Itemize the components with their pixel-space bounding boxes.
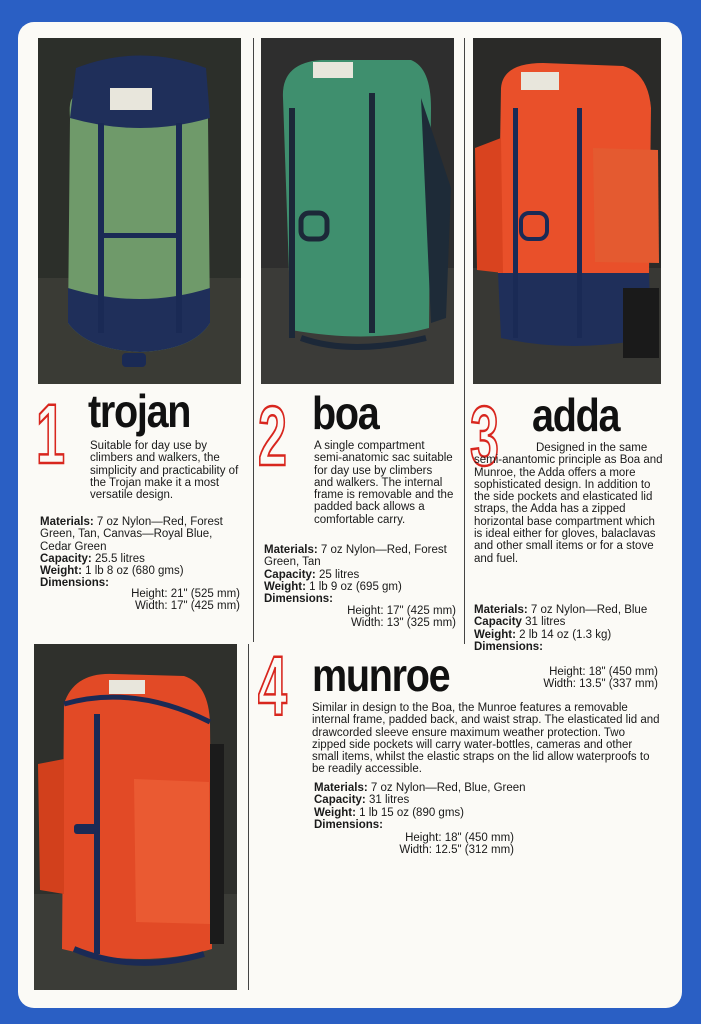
product-name: adda xyxy=(532,389,620,441)
dimensions-label: Dimensions: xyxy=(314,818,384,831)
product-description: Similar in design to the Boa, the Munroe features a removable internal frame, padded back, and waist strap. The elasticated lid and drawcorded sleeve ensure maximum weather protection. Two zipped side pockets will carry water-bottles, cameras and other small items, whilst the elastic straps on the lid allow waterproofs to be readily accessible. xyxy=(312,702,660,776)
product-number: 2 xyxy=(258,389,287,483)
materials-value: 7 oz Nylon—Red, Forest Green, Tan, Canvas—Royal Blue, Cedar Green xyxy=(40,516,223,553)
munroe-backpack-image xyxy=(34,644,237,990)
materials-label: Materials: xyxy=(474,604,528,616)
capacity-value: 25 litres xyxy=(318,568,360,581)
weight-value: 1 lb 9 oz (695 gm) xyxy=(309,580,402,593)
materials-label: Materials: xyxy=(40,516,94,528)
materials-value: 7 oz Nylon—Red, Blue, Green xyxy=(370,782,526,794)
width-value: Width: 12.5" (312 mm) xyxy=(399,844,514,857)
weight-label: Weight: xyxy=(474,628,516,641)
capacity-value: 31 litres xyxy=(368,794,410,807)
description-text: Designed in the same semi-anantomic principle as Boa and Munroe, the Adda offers a more sophisticated design. In addition to the side pockets and elasticated lid straps, the Adda has a zipped horizontal base compartment which is ideal either for gloves, balaclavas and other small items or for a stove and fuel. xyxy=(474,442,663,565)
dimensions-label: Dimensions: xyxy=(264,593,334,606)
height-value: Height: 18" (450 mm) xyxy=(549,666,658,678)
capacity-label: Capacity: xyxy=(40,552,92,565)
weight-label: Weight: xyxy=(264,580,306,593)
weight-value: 1 lb 15 oz (890 gms) xyxy=(359,806,464,819)
height-value: Height: 18" (450 mm) xyxy=(405,832,514,844)
weight-label: Weight: xyxy=(40,565,82,578)
materials-value: 7 oz Nylon—Red, Blue xyxy=(530,604,648,616)
boa-backpack-image xyxy=(261,38,454,384)
catalogue-page xyxy=(18,22,682,1008)
product-number: 4 xyxy=(258,639,287,733)
product-specs xyxy=(40,516,245,590)
capacity-label: Capacity xyxy=(474,616,522,629)
dimensions-label: Dimensions: xyxy=(474,640,544,653)
capacity-value: 25.5 litres xyxy=(94,552,145,565)
adda-backpack-image xyxy=(473,38,661,384)
product-description xyxy=(474,442,664,565)
width-value: Width: 13.5" (337 mm) xyxy=(543,678,658,691)
weight-value: 1 lb 8 oz (680 gms) xyxy=(85,565,184,578)
trojan-backpack-image xyxy=(38,38,241,384)
materials-label: Materials: xyxy=(264,544,318,556)
product-dimensions xyxy=(264,605,456,630)
boa-photo xyxy=(261,38,454,384)
product-name: trojan xyxy=(88,385,191,437)
column-divider-right xyxy=(464,38,465,644)
product-specs xyxy=(474,604,664,653)
adda-photo xyxy=(473,38,661,384)
materials-label: Materials: xyxy=(314,782,368,794)
materials-value: 7 oz Nylon—Red, Forest Green, Tan xyxy=(264,544,447,569)
height-value: Height: 21" (525 mm) xyxy=(131,588,240,600)
column-divider-lower xyxy=(248,644,249,990)
capacity-label: Capacity: xyxy=(264,568,316,581)
munroe-photo xyxy=(34,644,237,990)
trojan-photo xyxy=(38,38,241,384)
product-name: boa xyxy=(312,387,379,439)
product-description: A single compartment semi-anatomic sac suitable for day use by climbers and walkers. The internal frame is removable and the padded back allows a comfortable carry. xyxy=(314,440,454,526)
product-dimensions xyxy=(318,832,514,857)
product-dimensions xyxy=(40,588,240,613)
product-name: munroe xyxy=(312,649,450,701)
dimensions-label: Dimensions: xyxy=(40,577,110,590)
width-value: Width: 13" (325 mm) xyxy=(350,617,456,630)
capacity-value: 31 litres xyxy=(525,616,566,629)
product-dimensions xyxy=(474,666,658,691)
product-number: 3 xyxy=(470,389,499,483)
width-value: Width: 17" (425 mm) xyxy=(134,600,240,613)
weight-label: Weight: xyxy=(314,806,356,819)
capacity-label: Capacity: xyxy=(314,794,366,807)
product-specs xyxy=(314,782,644,831)
product-number: 1 xyxy=(36,387,65,481)
product-specs xyxy=(264,544,460,605)
product-description: Suitable for day use by climbers and walkers, the simplicity and practicability of the Trojan make it a most versatile design. xyxy=(90,440,239,502)
column-divider-left xyxy=(253,38,254,642)
height-value: Height: 17" (425 mm) xyxy=(347,605,456,617)
weight-value: 2 lb 14 oz (1.3 kg) xyxy=(519,628,612,641)
